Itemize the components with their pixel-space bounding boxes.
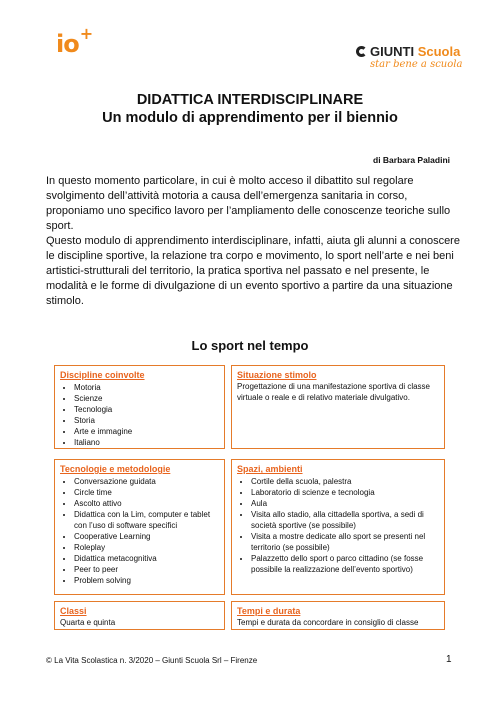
logo-io-text: io (56, 30, 79, 58)
io-plus-logo (56, 24, 93, 58)
tecnologie-list (60, 476, 220, 586)
classi-heading: Classi (60, 606, 87, 616)
tecnologie-heading: Tecnologie e metodologie (60, 464, 171, 474)
situazione-text: Progettazione di una manifestazione sportiva di classe virtuale o reale e di relativo materiale divulgativo. (237, 382, 430, 402)
list-item: • Visita a mostre dedicate allo sport se presenti nel territorio (se possibile) (251, 531, 440, 553)
list-item: • Scienze (74, 393, 220, 404)
tecnologie-box (54, 459, 225, 595)
classi-text: Quarta e quinta (60, 618, 116, 627)
list-item: • Italiano (74, 437, 220, 448)
logo-plus-sign: + (79, 24, 93, 43)
list-item: • Tecnologia (74, 404, 220, 415)
list-item: • Visita allo stadio, alla cittadella sportiva, a sedi di società sportive (se possibile) (251, 509, 440, 531)
list-item: • Cortile della scuola, palestra (251, 476, 440, 487)
list-item: • Problem solving (74, 575, 220, 586)
list-item: • Aula (251, 498, 440, 509)
list-item: • Storia (74, 415, 220, 426)
situazione-heading: Situazione stimolo (237, 370, 317, 380)
tempi-heading: Tempi e durata (237, 606, 301, 616)
author-byline: di Barbara Paladini (373, 155, 450, 165)
intro-paragraph-2: Questo modulo di apprendimento interdisciplinare, infatti, aiuta gli alunni a conoscere le discipline sportive, la relazione tra corpo e movimento, lo sport nell’arte e nei beni artistici-strutturali del territorio, la pratica sportiva nel passato e nel presente, le modalità e le forme di divulgazione di un evento sportivo a partire da una situazione stimolo. (46, 235, 460, 307)
situazione-box (231, 365, 445, 449)
spazi-box (231, 459, 445, 595)
footer-copyright: © La Vita Scolastica n. 3/2020 – Giunti Scuola Srl – Firenze (46, 656, 258, 665)
list-item: • Peer to peer (74, 564, 220, 575)
list-item: • Conversazione guidata (74, 476, 220, 487)
publisher-name-main: GIUNTI (370, 44, 415, 59)
list-item: • Ascolto attivo (74, 498, 220, 509)
publisher-name (370, 44, 460, 59)
list-item: • Palazzetto dello sport o parco cittadino (se fosse possibile la realizzazione dell’evento sportivo) (251, 553, 440, 575)
giunti-logo-icon (356, 46, 367, 57)
spazi-list (237, 476, 440, 575)
page-number: 1 (446, 654, 452, 665)
tempi-box (231, 601, 445, 630)
list-item: • Arte e immagine (74, 426, 220, 437)
list-item: • Circle time (74, 487, 220, 498)
document-subtitle: Un modulo di apprendimento per il biennio (102, 110, 398, 126)
discipline-list (60, 382, 220, 448)
list-item: • Motoria (74, 382, 220, 393)
intro-paragraph-1: In questo momento particolare, in cui è molto acceso il dibattito sul regolare svolgimento dell’attività motoria a causa dell’emergenza sanitaria in corso, proponiamo uno specifico lavoro per l’ampliamento delle conoscenze teoriche sullo sport. (46, 175, 451, 232)
list-item: • Cooperative Learning (74, 531, 220, 542)
list-item: • Didattica con la Lim, computer e tablet con l’uso di software specifici (74, 509, 220, 531)
publisher-tagline: star bene a scuola (370, 59, 463, 70)
publisher-name-sub: Scuola (417, 44, 461, 59)
list-item: • Didattica metacognitiva (74, 553, 220, 564)
document-title: DIDATTICA INTERDISCIPLINARE (136, 92, 364, 108)
discipline-heading: Discipline coinvolte (60, 370, 145, 380)
list-item: • Roleplay (74, 542, 220, 553)
list-item: • Laboratorio di scienze e tecnologia (251, 487, 440, 498)
giunti-scuola-logo (356, 44, 460, 59)
discipline-box (54, 365, 225, 449)
spazi-heading: Spazi, ambienti (237, 464, 303, 474)
tempi-text: Tempi e durata da concordare in consiglio di classe (237, 618, 419, 627)
classi-box (54, 601, 225, 630)
section-title: Lo sport nel tempo (191, 338, 309, 353)
